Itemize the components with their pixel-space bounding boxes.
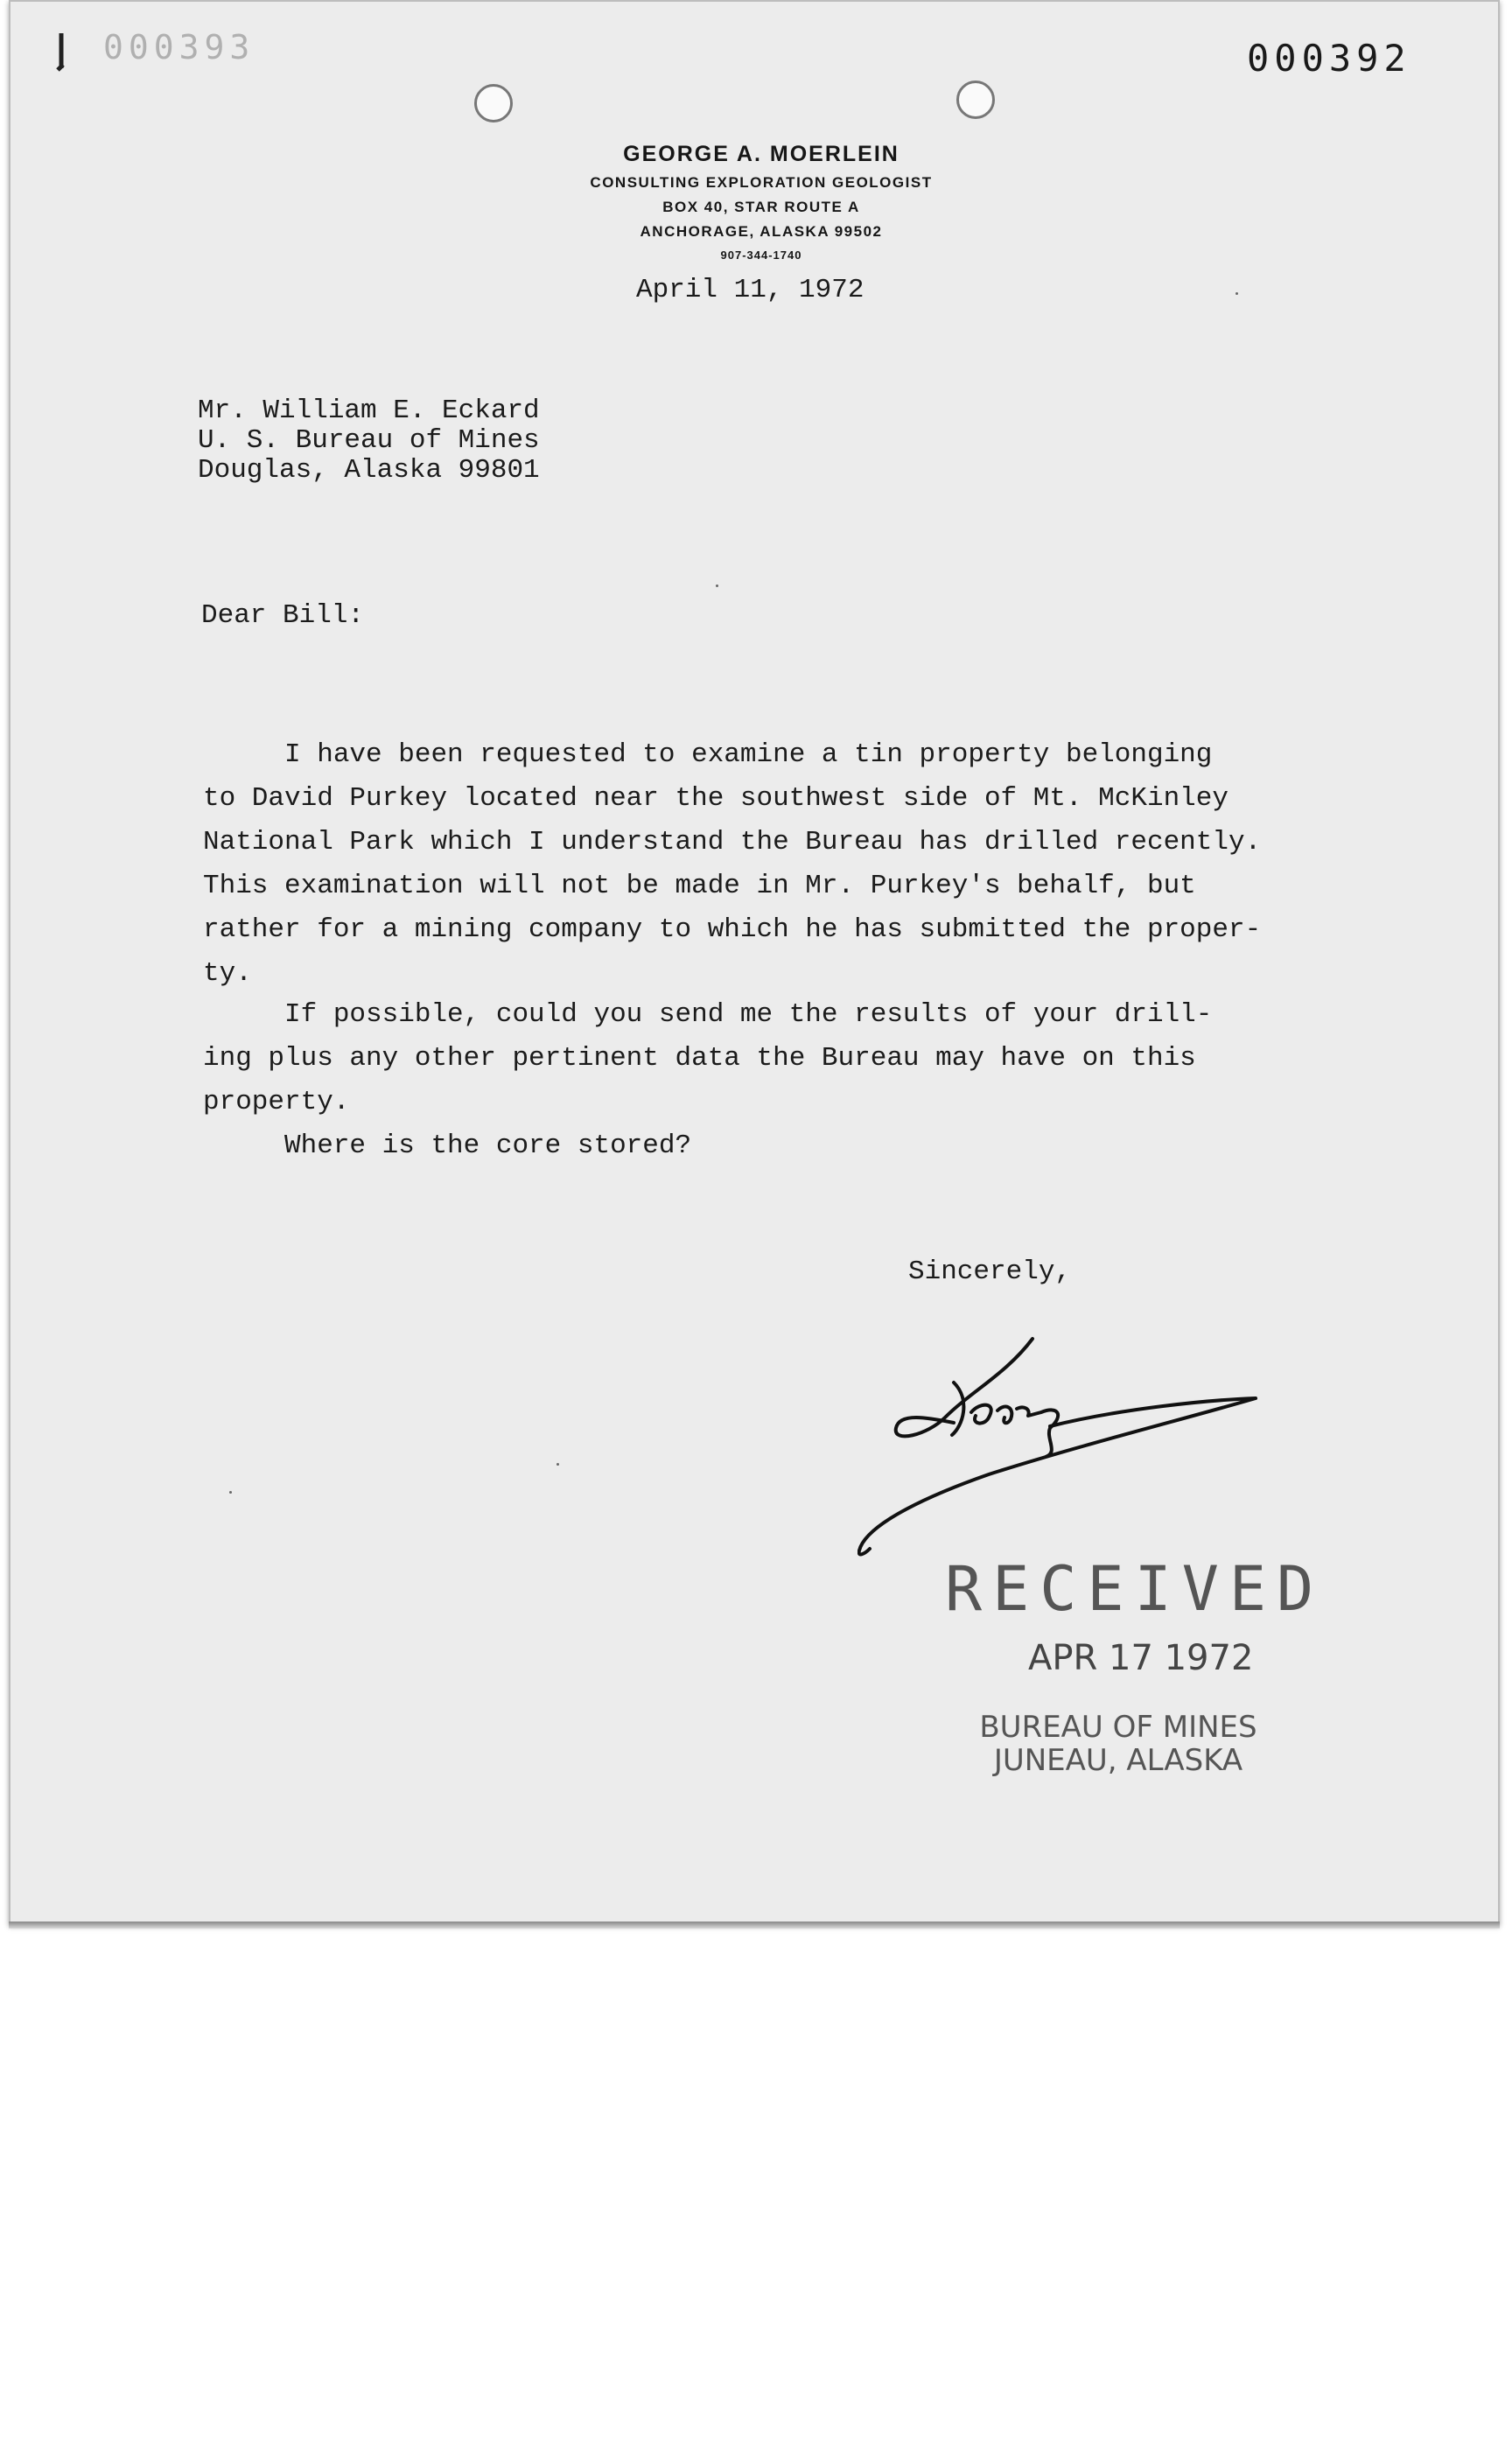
received-stamp: RECEIVED [945, 1553, 1325, 1625]
body-line: ty. [203, 958, 252, 989]
body-line: Where is the core stored? [203, 1130, 692, 1161]
body-line: rather for a mining company to which he has submitted the proper- [203, 914, 1262, 945]
body-paragraph-2 [203, 993, 1358, 1124]
body-line: If possible, could you send me the results of your drill- [203, 999, 1213, 1030]
body-line: I have been requested to examine a tin property belonging [203, 739, 1213, 770]
closing: Sincerely, [908, 1256, 1072, 1287]
salutation: Dear Bill: [201, 600, 365, 631]
received-stamp-date: APR 17 1972 [1028, 1638, 1254, 1678]
paper-speck [716, 584, 718, 587]
bracket-mark [54, 26, 80, 79]
body-paragraph-3 [203, 1124, 1358, 1168]
recipient-line-2: U. S. Bureau of Mines [198, 425, 540, 456]
faded-document-number: 000393 [103, 28, 256, 66]
paper-speck [229, 1491, 232, 1494]
letterhead-phone: 907-344-1740 [720, 248, 802, 262]
letterhead-name: GEORGE A. MOERLEIN [623, 142, 900, 166]
signature [858, 1321, 1278, 1575]
letter-date: April 11, 1972 [636, 275, 864, 305]
stamp-office-line-2: JUNEAU, ALASKA [993, 1743, 1243, 1778]
page-edge-shadow [9, 1922, 1500, 1928]
document-number: 000392 [1247, 37, 1411, 80]
body-line: property. [203, 1087, 350, 1117]
letterhead-title: CONSULTING EXPLORATION GEOLOGIST [590, 174, 933, 191]
punch-hole-left [474, 84, 513, 122]
body-line: to David Purkey located near the southwest side of Mt. McKinley [203, 783, 1228, 814]
paper-speck [1236, 292, 1238, 295]
punch-hole-right [956, 80, 995, 119]
letterhead-address2: ANCHORAGE, ALASKA 99502 [640, 223, 883, 240]
recipient-line-3: Douglas, Alaska 99801 [198, 455, 540, 486]
body-line: This examination will not be made in Mr. Purkey's behalf, but [203, 871, 1196, 901]
received-stamp-office [943, 1711, 1293, 1777]
body-paragraph-1 [203, 733, 1358, 996]
letterhead-address1: BOX 40, STAR ROUTE A [662, 199, 860, 215]
body-line: ing plus any other pertinent data the Bureau may have on this [203, 1043, 1196, 1074]
recipient-line-1: Mr. William E. Eckard [198, 396, 540, 426]
paper-speck [556, 1463, 559, 1466]
stamp-office-line-1: BUREAU OF MINES [979, 1710, 1257, 1745]
body-line: National Park which I understand the Bureau has drilled recently. [203, 827, 1262, 858]
